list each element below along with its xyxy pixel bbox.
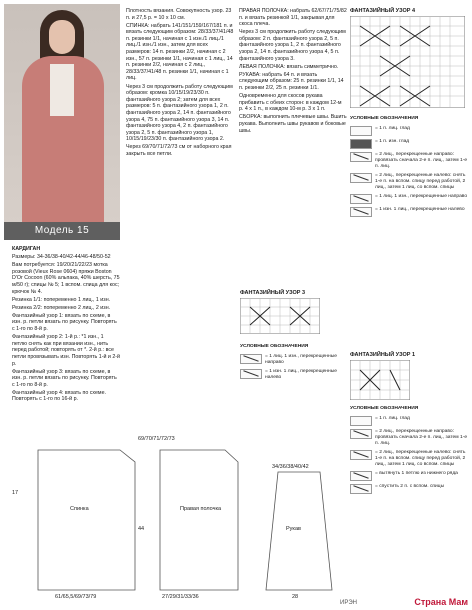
watermark: Страна Мам [414,597,468,607]
legend-title: УСЛОВНЫЕ ОБОЗНАЧЕНИЯ [350,406,419,411]
legend-row: = 2 лиц., перекрещенные направо: провязать сначала 2-е п. лиц., затем 1-е п. лиц. [350,429,468,447]
para: СБОРКА: выполнить плечевые швы. Вшить рукава. Выполнить швы рукавов и боковые швы. [239,114,347,134]
para: СПИНКА: набрать 141/151/159/167/181 п. и вязать следующим образом: 28/33/37/41/48 п. резинки 1/1, начиная с 1 изн./1 лиц./1 лиц./1 изн./1 изн., затем для всех размеров: 14 п. резинки 2/2, начиная с 2 изн., 57 п. резинки 1/1, начиная с 1 лиц., 14 п. резинки 2/2, начиная с 2 лиц., 28/33/37/41/48 п. резинки 1/1, начиная с 1 лиц. [126,22,234,82]
knit-symbol-icon [350,126,372,136]
cross-right-icon [350,194,372,204]
article-title: КАРДИГАН [12,246,41,252]
legend-row: = 1 лиц. 1 изн., перекрещенные направо [240,354,344,366]
legend-title: УСЛОВНЫЕ ОБОЗНАЧЕНИЯ [350,116,419,121]
cross-left-icon [350,173,372,183]
para: Через 3 см продолжить работу следующим образом: кромка 10/15/19/23/30 п. фантазийного узора 2; затем для всех размеров: 5 п. фантазийного узора 1, 2 п. фантазийного узора 2, 14 п. фантазийного узора 4, 75 п. фантазийного узора 3, 14 п. фантазийного узора 4, 2 п. фантазийного узора 2, 5 п. фантазийного узора 1, 10/15/19/23/30 п. фантазийного узора 2. [126,83,233,143]
legend-row: = 2 лиц., перекрещенные направо: провязать сначала 2-е п. лиц., затем 1-е п. лиц. [350,152,468,170]
face [49,20,75,54]
cross-right-icon [350,471,372,481]
knit-symbol-icon [350,416,372,426]
text-column-1 [12,246,120,405]
model-label: Модель 15 [4,222,120,240]
legend-row: = 2 лиц., перекрещенные налево: снять 1-е п. на вспом. спицу перед работой, 2 лиц., затем 1 лиц. со вспом. спицы [350,173,468,191]
legend-row: = вытянуть 1 петлю из нижнего ряда [350,471,468,481]
garment-schematics [10,430,340,600]
legend-row: = 1 п. лиц. глад [350,416,468,426]
legend-row: = 1 изн. 1 лиц., перекрещенные налево [240,369,344,381]
purl-symbol-icon [350,139,372,149]
legend-row: = 1 п. лиц. глад [350,126,468,136]
dim-back-armhole: 44 [138,526,145,532]
front-label: Правая полочка [180,506,222,512]
cross-left-icon [350,207,372,217]
dim-back-side: 17 [12,490,19,496]
model-photo [4,4,120,240]
para: Одновременно для скосов рукава прибавить с обеих сторон: в каждом 12-м р. 4 х 1 п., в каждом 10-м р. 3 х 1 п. [239,93,342,113]
cross-left-icon [350,484,372,494]
pattern-3-title: ФАНТАЗИЙНЫЙ УЗОР 3 [240,290,306,296]
back-outline [38,450,135,590]
legend-row: = 1 п. изн. глад [350,139,468,149]
dim-back-length: 69/70/71/72/73 [138,436,175,442]
legend-row: = 1 изн. 1 лиц., перекрещенные налево [350,207,468,217]
text-column-3 [239,8,347,228]
pattern-1-title: ФАНТАЗИЙНЫЙ УЗОР 1 [350,352,416,358]
legend-middle [240,344,344,384]
pattern-1-chart [350,360,410,400]
sleeve-label: Рукав [286,526,301,532]
legend-title: УСЛОВНЫЕ ОБОЗНАЧЕНИЯ [240,344,309,349]
dim-front-width: 27/29/31/33/36 [162,594,199,600]
dim-sleeve-top: 34/36/38/40/42 [272,464,309,470]
top [50,64,74,116]
para: РУКАВА: набрать 64 п. и вязать следующим образом: 25 п. резинки 1/1, 14 п. резинки 2/2, 25 п. резинки 1/1. [239,71,344,92]
para: Фантазийный узор 1: вязать по схеме, в изн. р. петли вязать по рисунку. Повторять с 1-го по 8-й р. [12,312,117,333]
pattern-4-chart [350,16,465,108]
text-column-2 [126,8,234,159]
para: Фантазийный узор 4: вязать по схеме. Повторять с 1-го по 16-й р. [12,389,106,403]
para: Фантазийный узор 3: вязать по схеме, в изн. р. петли вязать по рисунку. Повторять с 1-го по 8-й р. [12,368,117,388]
legend-row: = 1 лиц. 1 изн., перекрещенные направо [350,194,468,204]
para: Резинка 1/1: попеременно 1 лиц., 1 изн. [12,296,111,303]
dim-sleeve-cuff: 28 [292,594,299,600]
legend-row: = спустить 2 п. с вспом. спицы [350,484,468,494]
para: ПРАВАЯ ПОЛОЧКА: набрать 62/67/71/75/82 п. и вязать резинкой 1/1, закрывая для скоса плеча. [239,8,347,28]
legend-right-bottom [350,406,468,497]
cross-left-icon [240,369,262,379]
para: Плотность вязания. Совокупность узор. 23 п. и 27,5 р. = 10 х 10 см. [126,8,232,21]
magazine-name: ИРЭН [340,600,357,606]
front-outline [160,450,238,590]
cross-left-icon [350,450,372,460]
para: Размеры: 34-36/38-40/42-44/46-48/50-52 [12,254,111,261]
cross-right-icon [240,354,262,364]
para: Через 3 см продолжить работу следующим образом: 2 п. фантазийного узора 2, 5 п. фантазийного узора 1, 2 п. фантазийного узора 2, 14 п. фантазийного узора 4, 5 п. фантазийного узора 3. [239,29,346,62]
cross-right-icon [350,429,372,439]
legend-right-top [350,116,468,220]
para: ЛЕВАЯ ПОЛОЧКА: вязать симметрично. [239,63,339,70]
pattern-4-title: ФАНТАЗИЙНЫЙ УЗОР 4 [350,8,416,14]
legend-row: = 2 лиц., перекрещенные налево: снять 1-е п. на вспом. спицу перед работой, 2 лиц., затем 1 лиц. со вспом. спицы [350,450,468,468]
dim-back-width: 61/65,5/69/73/79 [55,594,97,600]
para: Вам потребуется: 19/20/21/22/23 мотка розовой (Vieux Rose 0604) пряжи Boston D'Or Cocoon (60% альпака, 40% шерсть, 75 м/50 г); спицы № 5; 1 вспом. спица для кос; крючок № 4. [12,262,120,295]
para: Резинка 2/2: попеременно 2 лиц., 2 изн. [12,304,111,311]
para: Фантазийный узор 2: 1-й р.: *1 изн., 1 петлю снять как при вязании изн., нить перед работой; повторять от *. 2-й р.: все петли провязывать изн. Повторять 1-й и 2-й р. [12,334,120,367]
pattern-3-chart [240,298,320,334]
back-label: Спинка [70,506,89,512]
para: Через 69/70/71/72/73 см от наборного края закрыть все петли. [126,144,232,157]
cross-right-icon [350,152,372,162]
